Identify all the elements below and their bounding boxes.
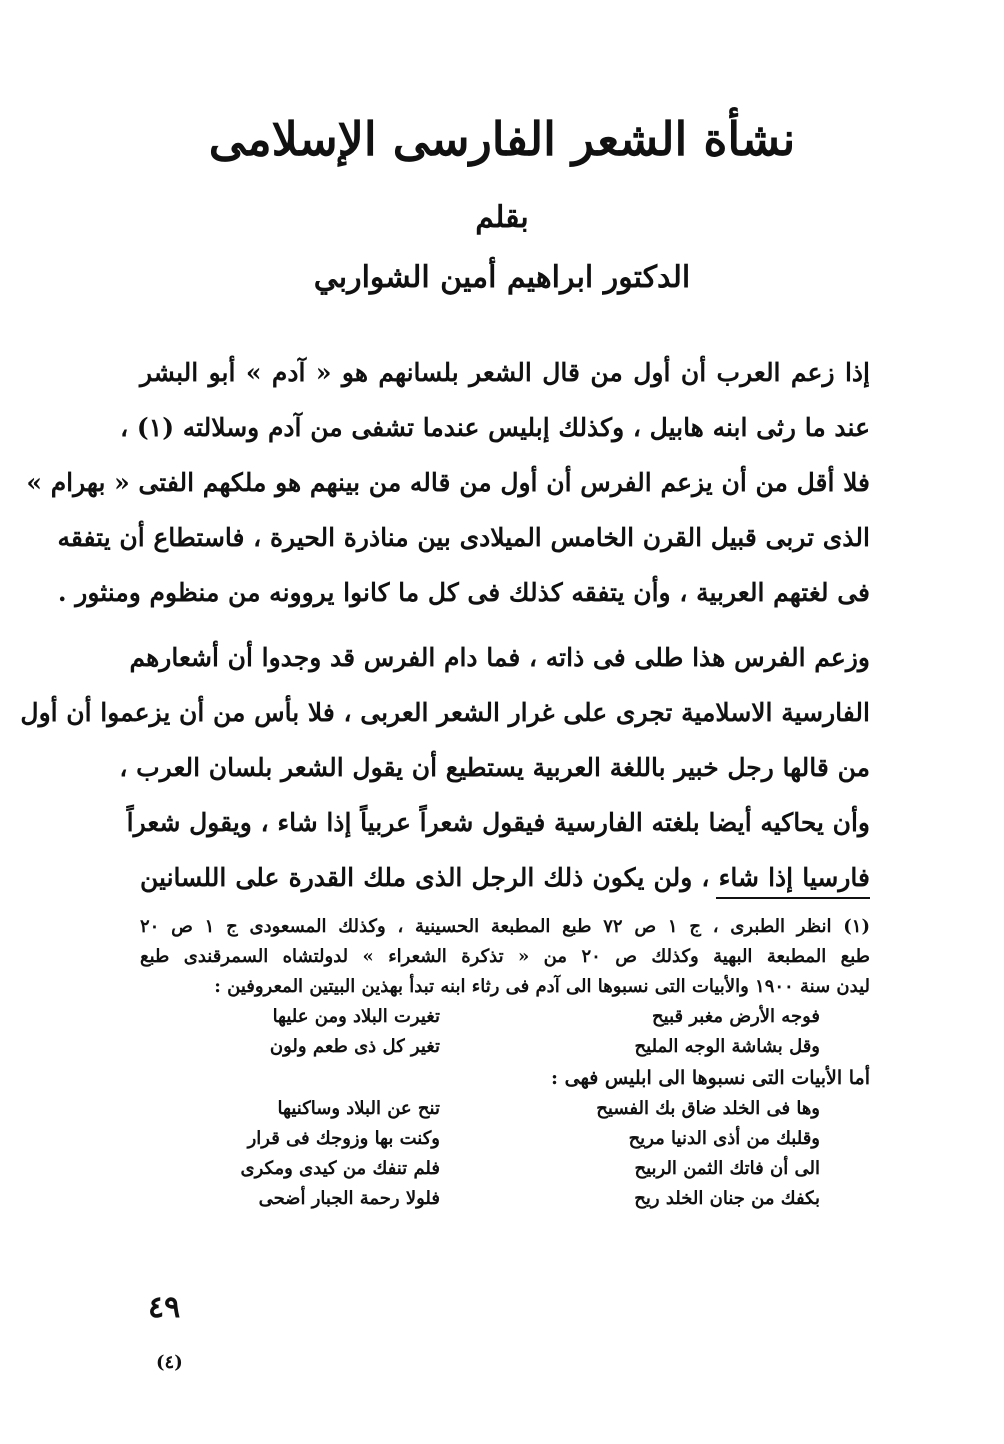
poem-adam	[140, 1002, 870, 1062]
verse	[140, 1002, 870, 1032]
paragraph-line: وأن يحاكيه أيضا بلغته الفارسية فيقول شعراً عربياً إذا شاء ، ويقول شعراً	[126, 808, 870, 837]
signature-mark: (٤)	[156, 1352, 183, 1373]
paragraph-line: فى لغتهم العربية ، وأن يتفقه كذلك فى كل ما كانوا يروونه من منظوم ومنثور .	[57, 578, 870, 607]
author-name: الدكتور ابراهيم أمين الشواربي	[313, 260, 691, 295]
verse-first-hemistich: وكنت بها وزوجك فى قرار	[247, 1128, 440, 1149]
paragraph-line: من قالها رجل خبير باللغة العربية يستطيع أن يقول الشعر بلسان العرب ،	[119, 753, 870, 782]
paragraph-line: إذا زعم العرب أن أول من قال الشعر بلسانهم هو « آدم » أبو البشر	[140, 358, 870, 387]
verse-second-hemistich: فوجه الأرض مغبر قبيح	[652, 1006, 820, 1027]
footnote-line: ليدن سنة ١٩٠٠ والأبيات التى نسبوها الى آدم فى رثاء ابنه تبدأ بهذين البيتين المعروفين :	[214, 976, 870, 997]
verse-second-hemistich: الى أن فاتك الثمن الربيح	[634, 1158, 820, 1179]
paragraph-line: وزعم الفرس هذا طلى فى ذاته ، فما دام الفرس قد وجدوا أن أشعارهم	[129, 643, 870, 672]
paragraph-gap	[140, 620, 870, 630]
page-number: ٤٩	[148, 1290, 181, 1325]
paragraph-line: عند ما رثى ابنه هابيل ، وكذلك إبليس عندما تشفى من آدم وسلالته (١) ،	[120, 413, 870, 442]
byline: بقلم	[475, 200, 529, 235]
poem-iblis-intro: أما الأبيات التى نسبوها الى ابليس فهى :	[550, 1067, 870, 1089]
verse-second-hemistich: وقلبك من أذى الدنيا مريح	[628, 1128, 820, 1149]
paragraph-1	[26, 345, 870, 620]
verse	[140, 1094, 870, 1124]
verse-first-hemistich: فلولا رحمة الجبار أضحى	[258, 1188, 440, 1209]
footnote	[140, 912, 870, 1214]
paragraph-2	[20, 630, 870, 905]
verse	[140, 1032, 870, 1062]
article-body	[20, 345, 870, 905]
paragraph-line: الذى تربى قبيل القرن الخامس الميلادى بين مناذرة الحيرة ، فاستطاع أن يتفقه	[57, 523, 870, 552]
verse	[140, 1124, 870, 1154]
verse-first-hemistich: تنح عن البلاد وساكنيها	[277, 1098, 440, 1119]
verse-second-hemistich: وها فى الخلد ضاق بك الفسيح	[596, 1098, 820, 1119]
poem-iblis	[140, 1094, 870, 1214]
paragraph-line: فلا أقل من أن يزعم الفرس أن أول من قاله من بينهم هو ملكهم الفتى « بهرام »	[26, 468, 870, 497]
paragraph-line: الفارسية الاسلامية تجرى على غرار الشعر العربى ، فلا بأس من أن يزعموا أن أول	[20, 698, 870, 727]
verse-first-hemistich: تغير كل ذى طعم ولون	[269, 1036, 440, 1057]
verse-first-hemistich: تغيرت البلاد ومن عليها	[272, 1006, 440, 1027]
article-title: نشأة الشعر الفارسى الإسلامى	[208, 112, 796, 166]
verse-first-hemistich: فلم تنفك من كيدى ومكرى	[240, 1158, 440, 1179]
verse	[140, 1184, 870, 1214]
footnote-divider	[716, 897, 870, 899]
paragraph-line: فارسيا إذا شاء ، ولن يكون ذلك الرجل الذى ملك القدرة على اللسانين	[140, 863, 870, 892]
verse-second-hemistich: بكفك من جنان الخلد ريح	[634, 1188, 820, 1209]
verse-second-hemistich: وقل بشاشة الوجه المليح	[634, 1036, 820, 1057]
footnote-line: (١) انظر الطبرى ، ج ١ ص ٧٢ طبع المطبعة الحسينية ، وكذلك المسعودى ج ١ ص ٢٠	[140, 916, 870, 937]
verse	[140, 1154, 870, 1184]
footnote-line: طبع المطبعة البهية وكذلك ص ٢٠ من « تذكرة الشعراء » لدولتشاه السمرقندى طبع	[140, 946, 871, 967]
